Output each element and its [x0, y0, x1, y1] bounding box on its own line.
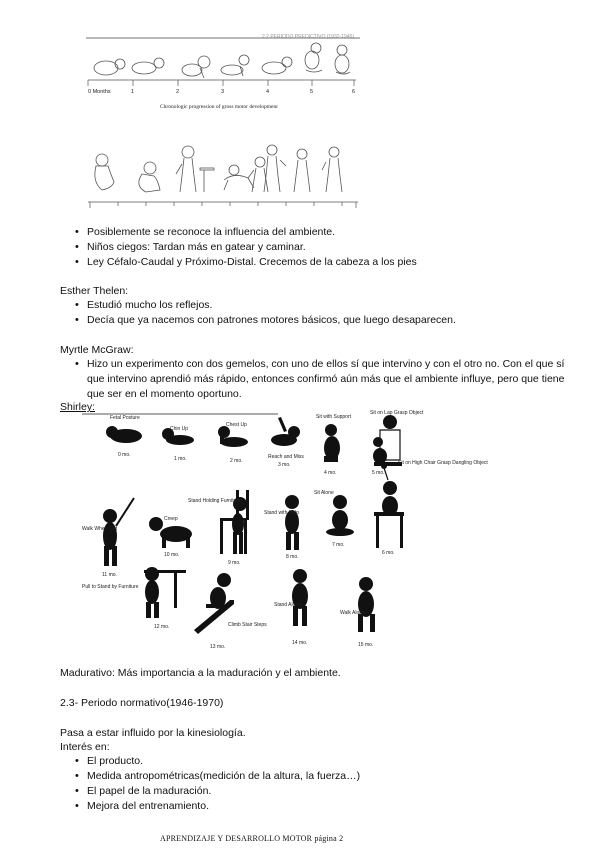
mcgraw-heading: Myrtle McGraw: [60, 344, 134, 356]
stage-label-standalone: Stand Alone [274, 602, 301, 608]
list-item [73, 357, 583, 402]
bullet-list-mcgraw [73, 357, 583, 402]
axis-label-1: 1 [131, 89, 135, 95]
axis-label-2: 2 [176, 89, 180, 95]
silhouettes [103, 415, 404, 634]
list-item: • El producto. [73, 754, 360, 769]
list-item: • Posiblemente se reconoce la influencia del ambiente. [73, 225, 417, 240]
chronologic-progression-figure [84, 30, 364, 116]
stage-age-0: 0 mo. [118, 452, 131, 458]
stage-label-standfurn: Stand Holding Furniture [188, 498, 241, 504]
axis-label-4: 4 [266, 89, 270, 95]
bullet-list-influencias [73, 225, 417, 270]
stage-age-9: 9 mo. [228, 560, 241, 566]
stage-label-reach: Reach and Miss [268, 454, 304, 460]
list-item: • El papel de la maduración. [73, 784, 360, 799]
interes-heading: Interés en: [60, 741, 110, 753]
stage-label-sitalone: Sit Alone [314, 490, 334, 496]
list-item: • Medida antropométricas(medición de la altura, la fuerza…) [73, 769, 360, 784]
section-title: 2.3- Periodo normativo(1946-1970) [60, 697, 224, 709]
stage-label-fetal: Fetal Posture [110, 415, 140, 421]
stage-age-7: 7 mo. [332, 542, 345, 548]
shirley-motor-sequence-figure [78, 408, 488, 654]
stage-label-standhelp: Stand with Help [264, 510, 300, 516]
stage-label-chin: Chin Up [170, 426, 189, 432]
stage-age-1: 1 mo. [174, 456, 187, 462]
stage-label-climb: Climb Stair Steps [228, 622, 267, 628]
infant-progression-sketches [94, 43, 350, 78]
stage-label-sitsupport: Sit with Support [316, 414, 352, 420]
kinesio-text: Pasa a estar influido por la kinesiología. [60, 727, 246, 739]
axis-label-0: 0 Months [88, 89, 111, 95]
page-footer: APRENDIZAJE Y DESARROLLO MOTOR página 2 [160, 834, 344, 843]
stage-label-highchair: Sit on High Chair Grasp Dangling Object [398, 460, 488, 466]
stage-label-creep: Creep [164, 516, 178, 522]
figure-caption: Chronologic progression of gross motor development [160, 104, 278, 110]
list-item: • Estudió mucho los reflejos. [73, 298, 456, 313]
stage-label-pullstand: Pull to Stand by Furniture [82, 584, 139, 590]
thelen-heading: Esther Thelen: [60, 285, 129, 297]
stage-label-sitlap: Sit on Lap Grasp Object [370, 410, 424, 416]
stage-age-3: 3 mo. [278, 462, 291, 468]
shirley-heading: Shirley: [60, 401, 96, 413]
madurativo-text: Madurativo: Más importancia a la maduración y el ambiente. [60, 667, 341, 679]
bullet-list-thelen [73, 298, 456, 328]
stage-age-12: 12 mo. [154, 624, 170, 630]
stage-age-14: 14 mo. [292, 640, 308, 646]
axis-label-3: 3 [221, 89, 225, 95]
list-item: • Niños ciegos: Tardan más en gatear y caminar. [73, 240, 417, 255]
stage-age-15: 15 mo. [358, 642, 374, 648]
stage-label-walkalone: Walk Alone [340, 610, 365, 616]
bullet-list-interes [73, 754, 360, 814]
stage-age-4: 4 mo. [324, 470, 337, 476]
infant-standing-sketches [84, 140, 364, 214]
mcgraw-line-2: que intervino aprendió más rápido, entonces confirmó aún más que el ambiente influye, pero que tiene [87, 373, 565, 385]
axis-label-5: 5 [310, 89, 314, 95]
stage-age-10: 10 mo. [164, 552, 180, 558]
list-item: • Ley Céfalo-Caudal y Próximo-Distal. Crecemos de la cabeza a los pies [73, 255, 417, 270]
figure-header-faint: 2.2 PERIODO PREDICTIVO (1932-1945) [262, 34, 354, 40]
stage-label-walkled: Walk When Led [82, 526, 118, 532]
mcgraw-line-3: que ser en el momento oportuno. [87, 388, 242, 400]
axis-label-6: 6 [352, 89, 356, 95]
stage-age-8: 8 mo. [286, 554, 299, 560]
stage-age-5: 5 mo. [372, 470, 385, 476]
list-item: • Mejora del entrenamiento. [73, 799, 360, 814]
stage-age-13: 13 mo. [210, 644, 226, 650]
stage-age-2: 2 mo. [230, 458, 243, 464]
stage-label-chest: Chest Up [226, 422, 247, 428]
stage-age-6: 6 mo. [382, 550, 395, 556]
mcgraw-line-1: • Hizo un experimento con dos gemelos, con uno de ellos sí que intervino y con el otro no. Con el que sí [87, 358, 565, 370]
stage-age-11: 11 mo. [102, 572, 117, 578]
list-item: • Decía que ya nacemos con patrones motores básicos, que luego desaparecen. [73, 313, 456, 328]
